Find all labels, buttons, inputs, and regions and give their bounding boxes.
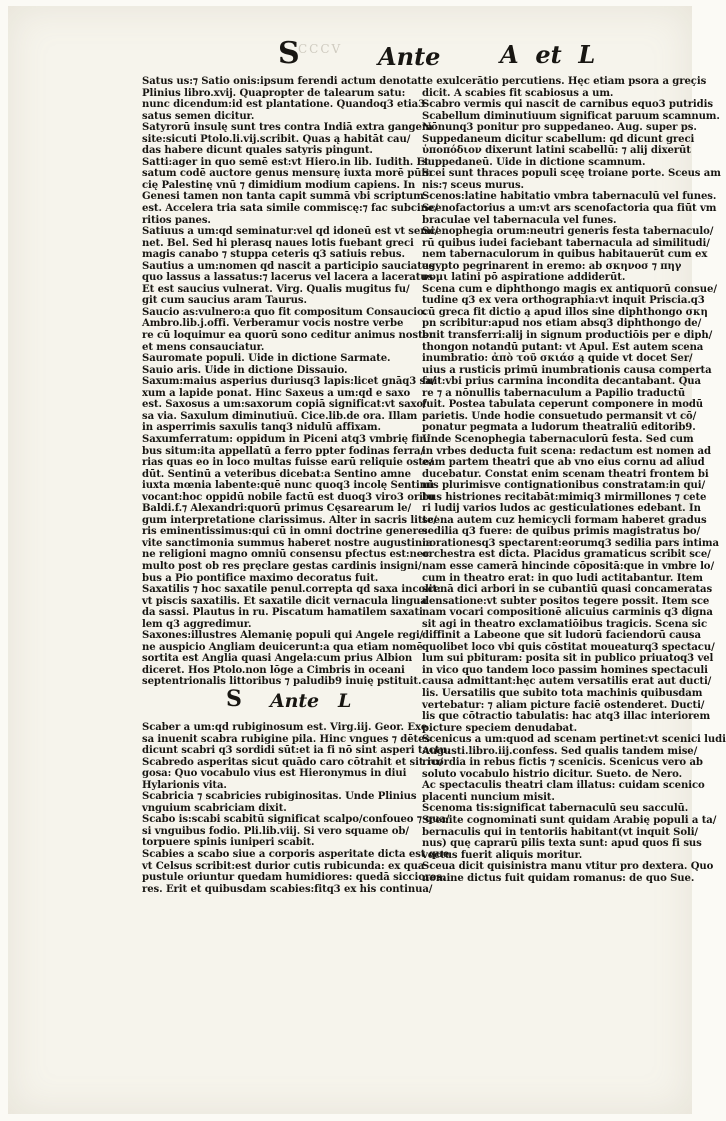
text-line: Scenite cognominati sunt quidam Arabię populi a ta/ [422, 815, 717, 826]
text-line: bernaculis qui in tentoriis habitant(vt inquit Soli/ [422, 826, 699, 838]
header-tail: A et L [500, 40, 596, 69]
text-line: Scei sunt thraces populi scęę troiane porte. Sceus am [422, 168, 721, 180]
text-line: ris eminentissimus:qui cū in omni doctrine genere: [142, 526, 428, 538]
text-line: bus situm:ita appellatū a ferro ppter fodinas ferra/ [142, 445, 425, 457]
text-line: braculae vel tabernacula vel funes. [422, 214, 617, 226]
text-line: sa via. Saxulum diminutiuū. Cice.lib.de ora. Illam [142, 410, 418, 422]
text-line: densatione:vt subter positos tegere possit. Item sce [422, 595, 710, 607]
text-line: est. Saxosus a um:saxorum copiā significat:vt saxo/ [142, 399, 427, 411]
text-line: site:sicuti Ptolo.li.vij.scribit. Quas ą habitāt cau/ [142, 133, 411, 145]
text-line: in asperrimis saxulis tanq3 nidulū affixam. [142, 422, 381, 434]
text-line: est. Accelera tria sata simile commiscę:⁊ fac subcine/ [142, 203, 438, 215]
text-line: torpuere spinis iuniperi scabit. [142, 837, 315, 849]
text-line: placenti nuncium misit. [422, 791, 555, 803]
text-line: picture speciem denudabat. [422, 722, 577, 734]
text-line: bus a Pio pontifice maximo decoratus fuit. [142, 572, 379, 584]
text-line: lum sui pbituram: posita sit in publico priuatoq3 vel [422, 653, 714, 665]
left-column-entries-continued [142, 721, 451, 895]
text-line: sortita est Anglia quasi Angela:cum prius Albion [142, 653, 413, 665]
text-line: vectus fuerit aliquis moritur. [422, 849, 583, 861]
text-line: sa inuenit scabra rubigine pila. Hinc vngues ⁊ dētes [142, 733, 430, 745]
text-line: nis plurimisve contignationibus constratam:in qui/ [422, 480, 706, 492]
text-line: Scenofactorius a um:vt ars scenofactoria qua fiūt vm [422, 203, 717, 215]
subheading-initial: S [226, 685, 242, 712]
text-line: gum interpretatione clarissimus. Alter in sacris litte/ [142, 514, 437, 526]
show-through-text: CCCV [298, 42, 343, 56]
text-line: inumbratio: ἀπὸ τοῦ σκιάσ ą quide vt docet Ser/ [422, 353, 693, 365]
text-line: nam vocari compositionē alicuius carminis q3 digna [422, 607, 713, 619]
text-line: dūt. Sentinū a veteribus dicebat:a Sentino amne [142, 468, 411, 480]
text-line: buit transferri:alij in signum productiōis per e diph/ [422, 330, 713, 342]
text-line: net. Bel. Sed hi plerasq naues lotis fuebant greci [142, 237, 414, 249]
text-line: ne auspicio Angliam deuicerunt:a qua etiam nomē [142, 641, 423, 653]
text-line: Nōnunq3 ponitur pro suppedaneo. Aug. super ps. [422, 122, 697, 134]
text-line: vt piscis saxatilis. Et saxatile dicit vernacula lingua [142, 595, 427, 607]
text-line: Scena cum e diphthongo magis ex antiquorū consue/ [422, 283, 717, 295]
text-line: Scabro vermis qui nascit de carnibus equo3 putridis [422, 99, 713, 111]
text-line: orchestra est dicta. Placidus gramaticus scribit sce/ [422, 549, 711, 561]
text-line: fuit. Postea tabulata ceperunt componere in modū [422, 399, 704, 411]
text-line: nis:⁊ sceus murus. [422, 179, 524, 191]
text-line: Saxones:illustres Alemanię populi qui Angele regi/ [142, 630, 424, 642]
text-line: git cum saucius aram Taurus. [142, 295, 307, 307]
right-column [422, 76, 726, 884]
text-line: Scabricia ⁊ scabricies rubiginositas. Unde Plinius [142, 791, 417, 803]
text-line: Scabo is:scabi scabitū significat scalpo/confoueo ⁊ qua/ [142, 814, 450, 826]
text-line: Saxumferratum: oppidum in Piceni atq3 vmbrię fini [142, 433, 431, 445]
header-word: Ante [378, 42, 441, 71]
text-line: scena autem cuz hemicycli formam haberet gradus [422, 514, 707, 526]
text-line: iuxta mœnia labente:quē nunc quoq3 incolę Sentinū [142, 480, 435, 492]
text-line: ritios panes. [142, 214, 211, 226]
text-line: Scenoma tis:significat tabernaculū seu sacculū. [422, 803, 689, 815]
text-line: Scenicus a um:quod ad scenam pertinet:vt scenici ludi [422, 734, 726, 746]
text-line: te exulcerātio percutiens. Hęc etiam psora a greçis [422, 76, 707, 87]
subheading-tail: L [338, 689, 352, 712]
text-line: Satyrorū insulę sunt tres contra Indiā extra gangem [142, 122, 433, 134]
text-line: lis que cōtractio tabulatis: hac atq3 illac interiorem [422, 711, 711, 723]
text-line: septentrionalis littoribus ⁊ paludib9 inuię pstituit. [142, 676, 422, 688]
text-line: rias quas eo in loco multas fuisse earū reliquie oste/ [142, 457, 433, 469]
text-line: ricordia in rebus fictis ⁊ scenicis. Scenicus vero ab [422, 757, 703, 769]
text-line: scenā dici arbori in se cubantiū quasi concameratas [422, 584, 713, 596]
header-initial: S [278, 36, 301, 71]
text-line: cum in theatro erat: in quo ludi actitabantur. Item [422, 572, 703, 584]
text-line: Sautius a um:nomen qd nascit a participio sauciatus [142, 260, 435, 272]
text-line: nus) quę caprarū pilis texta sunt: apud quos fi sus [422, 838, 702, 850]
section-subheading [142, 685, 414, 720]
left-column-entries [142, 76, 441, 688]
text-line: fuit:vbi prius carmina incondita decantabant. Qua [422, 376, 701, 388]
text-line: re cū loquimur ea quorū sono ceditur animus noster [142, 330, 435, 342]
text-line: causa admittant:hęc autem versatilis erat aut ducti/ [422, 676, 712, 688]
text-line: Suppedaneum dicitur scabellum: qd dicunt greci [422, 133, 695, 145]
text-line: Augusti.libro.iij.confess. Sed qualis tandem mise/ [422, 745, 698, 757]
text-line: multo post ob res pręclare gestas cardinis insigni/ [142, 560, 422, 572]
text-line: Et est saucius vulnerat. Virg. Qualis mugitus fu/ [142, 283, 410, 295]
text-line: Saucio as:vulnero:a quo fit compositum Consaucio. [142, 306, 427, 318]
text-line: ducebatur. Constat enim scenam theatri frontem bi [422, 468, 709, 480]
text-line: Scabredo asperitas sicut quādo caro cōtrahit et sit ru/ [142, 756, 443, 768]
text-line: Satus us:⁊ Satio onis:ipsum ferendi actum denotat. [142, 76, 426, 87]
text-line: da sassi. Plautus in ru. Piscatum hamatilem saxati [142, 607, 423, 619]
text-line: gosa: Quo vocabulo vius est Hieronymus in diui [142, 768, 407, 780]
text-line: cię Palestinę vnū ⁊ dimidium modium capiens. In [142, 179, 416, 191]
text-line: magis canabo ⁊ stuppa ceteris q3 satiuis rebus. [142, 249, 405, 261]
text-line: vocant:hoc oppidū nobile factū est duoq3 viro3 oritu [142, 491, 435, 503]
text-line: xum a lapide ponat. Hinc Saxeus a um:qd e saxo [142, 387, 411, 399]
text-line: pn scribitur:apud nos etiam absq3 diphthongo de/ [422, 318, 702, 330]
subheading-word: Ante [270, 689, 320, 712]
text-line: das habere dicunt quales satyris pingunt. [142, 145, 373, 157]
text-line: ne religioni magno omniū consensu pfectus est:nec [142, 549, 430, 561]
text-line: soluto vocabulo histrio dicitur. Sueto. de Nero. [422, 768, 682, 780]
text-line: Sauromate populi. Uide in dictione Sarmate. [142, 353, 391, 365]
text-line: Scenophegia orum:neutri generis festa tabernaculo/ [422, 226, 714, 238]
text-line: vnguium scabriciam dixit. [142, 802, 287, 814]
text-line: dicit. A scabies fit scabiosus a um. [422, 87, 614, 99]
left-column [142, 76, 451, 895]
text-line: satus semen dicitur. [142, 110, 255, 122]
text-line: Unde Scenophegia tabernaculorū festa. Sed cum [422, 433, 694, 445]
running-header [128, 34, 628, 70]
text-line: in vrbes deducta fuit scena: redactum est nomen ad [422, 445, 711, 457]
text-line: Hylarionis vita. [142, 779, 227, 791]
text-line: vt Celsus scribit:est durior cutis rubicunda: ex qua [142, 860, 425, 872]
text-line: Ac spectaculis theatri clam illatus: cuidam scenico [422, 780, 705, 792]
text-line: Baldi.f.⁊ Alexandri:quorū primus Cęsarearum le/ [142, 503, 412, 515]
text-line: Scabies a scabo siue a corporis asperitate dicta est que [142, 849, 450, 860]
text-line: Saxum:maius asperius duriusq3 lapis:licet gnāq3 sa/ [142, 376, 436, 388]
text-line: parietis. Unde hodie consuetudo permansit vt cō/ [422, 410, 697, 422]
text-line: sedilia q3 fuere: de quibus primis magistratus bo/ [422, 526, 701, 538]
text-line: pustule oriuntur quedam humidiores: quedā sicciores. [142, 872, 446, 884]
text-line: νυμι latini pō aspiratione addiderūt. [422, 272, 626, 284]
book-page [8, 6, 726, 1114]
text-line: satum codē auctore genus mensurę iuxta morē pūin [142, 168, 433, 180]
text-line: Satti:ager in quo semē est:vt Hiero.in lib. Iudith. Et [142, 156, 429, 168]
text-line: eam partem theatri que ab vno eius cornu ad aliud [422, 457, 705, 469]
text-line: res. Erit et quibusdam scabies:fitq3 ex his continua/ [142, 883, 433, 895]
text-line: Scaber a um:qd rubiginosum est. Virg.iij. Geor. Exe [142, 721, 428, 733]
text-line: bus histriones recitabāt:mimiq3 mirmillones ⁊ cete [422, 491, 707, 503]
text-line: nam esse camerā hincinde cōpositā:que in vmbre lo/ [422, 560, 715, 572]
text-line: nomine dictus fuit quidam romanus: de quo Sue. [422, 872, 695, 884]
text-line: si vnguibus fodio. Pli.lib.viij. Si vero squame ob/ [142, 825, 409, 837]
text-line: diffinit a Labeone que sit ludorū faciendorū causa [422, 630, 701, 642]
text-line: lis. Uersatilis que subito tota machinis quibusdam [422, 687, 703, 699]
text-line: in vico quo tandem loco passim homines spectaculi [422, 664, 708, 676]
text-line: Plinius libro.xvij. Quapropter de talearum satu: [142, 87, 406, 99]
text-line: Genesi tamen non tanta capit summā vbi scriptum [142, 191, 424, 203]
text-line: Satiuus a um:qd seminatur:vel qd idoneū est vt semi/ [142, 226, 439, 238]
text-line: vertebatur: ⁊ aliam picture faciē ostenderet. Ducti/ [422, 699, 705, 711]
text-line: Scenos:latine habitatio vmbra tabernaculū vel funes. [422, 191, 717, 203]
text-line: Ambro.lib.j.offi. Verberamur vocis nostre verbe [142, 318, 404, 330]
text-line: dicunt scabri q3 sordidi sūt:et ia fi nō sint asperi tactu. [142, 745, 451, 757]
text-line: cū greca fit dictio ą apud illos sine diphthongo σκη [422, 306, 708, 318]
text-line: vite sanctimonia summus haberet nostre augustinia [142, 537, 433, 549]
text-line: Saxatilis ⁊ hoc saxatile penul.correpta qd saxa incolit: [142, 584, 441, 596]
text-line: ponatur pegmata a ludorum theatraliū editorib9. [422, 422, 696, 434]
text-line: ὑποπόδιον dixerunt latini scabellū: ⁊ alij dixerūt [422, 145, 691, 157]
text-line: Scabellum diminutiuum significat paruum scamnum. [422, 110, 720, 122]
text-line: diceret. Hos Ptolo.non lōge a Cimbris in oceani [142, 664, 405, 676]
text-line: egypto pegrinarent in eremo: ab σκηνοσ ⁊ πηγ [422, 260, 682, 272]
text-line: nem tabernaculorum in quibus habitauerūt cum ex [422, 249, 708, 261]
text-line: ri ludij varios ludos ac gesticulationes edebant. In [422, 503, 701, 515]
text-line: lem q3 aggredimur. [142, 618, 252, 630]
text-line: quo lassus a lassatus:⁊ lacerus vel lacera a laceratus [142, 272, 434, 284]
text-line: quolibet loco vbi quis cōstitat moueaturq3 spectacu/ [422, 641, 715, 653]
text-line: nunc dicendum:id est plantatione. Quandoq3 etia3 [142, 99, 426, 111]
right-column-entries [422, 76, 726, 884]
text-line: uius a rusticis primū inumbrationis causa comperta [422, 364, 712, 376]
text-line: norationesq3 spectarent:eorumq3 sedilia pars intima [422, 537, 719, 549]
text-line: thongon notandū putant: vt Apul. Est autem scena [422, 341, 704, 353]
text-line: tudine q3 ex vera orthographia:vt inquit Priscia.q3 [422, 295, 705, 307]
text-line: Sauio aris. Uide in dictione Dissauio. [142, 364, 348, 376]
text-line: Sceua dicit quisinistra manu vtitur pro dextera. Quo [422, 861, 714, 873]
text-line: sit agi in theatro exclamatiōibus tragicis. Scena sic [422, 618, 708, 630]
text-line: et mens consauciatur. [142, 341, 265, 353]
text-line: rū quibus iudei faciebant tabernacula ad similitudi/ [422, 237, 710, 249]
text-line: re ⁊ a nōnullis tabernaculum a Papilio traductū [422, 387, 686, 399]
text-line: suppedaneū. Uide in dictione scamnum. [422, 156, 646, 168]
